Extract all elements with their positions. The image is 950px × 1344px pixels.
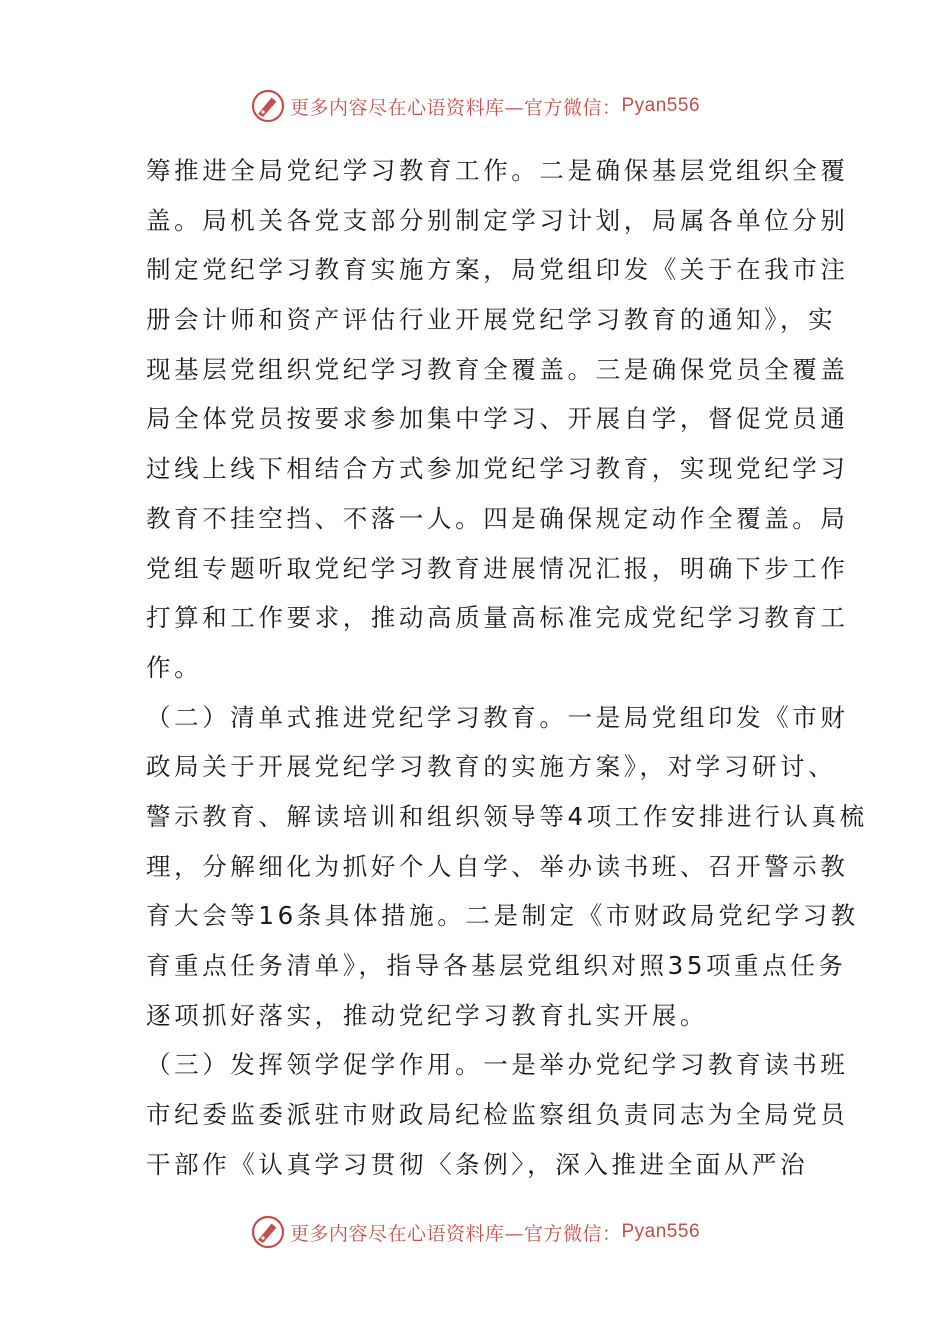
text-line: 制定党纪学习教育实施方案，局党组印发《关于在我市注	[146, 255, 849, 285]
document-body	[146, 146, 868, 1189]
watermark-text: 更多内容尽在心语资料库—官方微信：	[289, 1222, 622, 1245]
text-line: 筹推进全局党纪学习教育工作。二是确保基层党组织全覆	[146, 156, 849, 185]
watermark-handle: Pyan556	[621, 95, 701, 116]
text-line: （三）发挥领学促学作用。一是举办党纪学习教育读书班	[146, 1050, 849, 1080]
text-line: 局全体党员按要求参加集中学习、开展自学，督促党员通	[146, 404, 849, 434]
text-line: 现基层党组织党纪学习教育全覆盖。三是确保党员全覆盖	[146, 354, 849, 384]
text-line: （二）清单式推进党纪学习教育。一是局党组印发《市财	[146, 702, 849, 732]
text-line: 政局关于开展党纪学习教育的实施方案》，对学习研讨、	[146, 752, 837, 782]
pen-nib-logo-icon	[250, 1214, 286, 1250]
text-line: 党组专题听取党纪学习教育进展情况汇报，明确下步工作	[146, 553, 849, 583]
text-line: 干部作《认真学习贯彻〈条例〉，深入推进全面从严治	[146, 1149, 809, 1179]
text-line: 市纪委监委派驻市财政局纪检监察组负责同志为全局党员	[146, 1100, 849, 1130]
text-line: 育大会等16条具体措施。二是制定《市财政局党纪学习教	[146, 901, 859, 931]
pen-nib-logo-icon	[250, 88, 286, 124]
watermark-text: 更多内容尽在心语资料库—官方微信：	[289, 96, 622, 119]
text-line: 育重点任务清单》，指导各基层党组织对照35项重点任务	[146, 951, 847, 980]
watermark-header	[0, 86, 950, 126]
text-line: 逐项抓好落实，推动党纪学习教育扎实开展。	[146, 1000, 708, 1030]
text-line: 册会计师和资产评估行业开展党纪学习教育的通知》，实	[146, 305, 837, 335]
text-line: 过线上线下相结合方式参加党纪学习教育，实现党纪学习	[146, 454, 849, 484]
text-line: 打算和工作要求，推动高质量高标准完成党纪学习教育工	[146, 603, 849, 633]
text-line: 警示教育、解读培训和组织领导等4项工作安排进行认真梳	[146, 801, 868, 831]
text-line: 理，分解细化为抓好个人自学、举办读书班、召开警示教	[146, 851, 849, 881]
text-line: 作。	[146, 652, 203, 682]
text-line: 教育不挂空挡、不落一人。四是确保规定动作全覆盖。局	[146, 503, 849, 533]
watermark-footer	[0, 1212, 950, 1252]
text-line: 盖。局机关各党支部分别制定学习计划，局属各单位分别	[146, 205, 849, 235]
watermark-handle: Pyan556	[621, 1221, 701, 1242]
